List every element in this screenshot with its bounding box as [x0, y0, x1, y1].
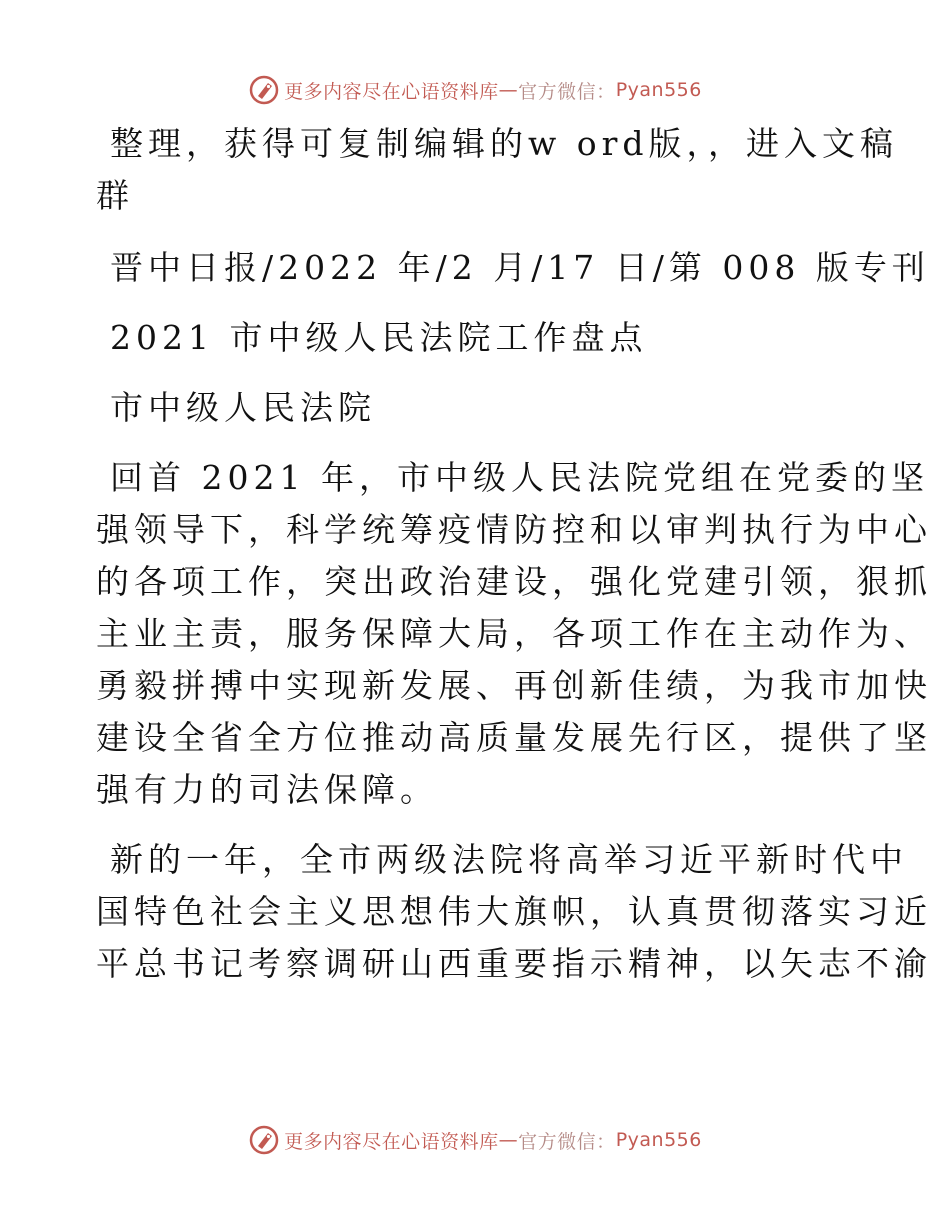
paragraph-line: 国特色社会主义思想伟大旗帜，认真贯彻落实习近	[96, 892, 932, 931]
source-line	[96, 242, 930, 294]
intro-line: 群	[96, 176, 134, 215]
intro-paragraph	[96, 118, 899, 222]
banner-wechat-id: Pyan556	[615, 1129, 702, 1151]
paragraph-line: 新的一年，全市两级法院将高举习近平新时代中	[110, 840, 908, 879]
article-author	[96, 382, 866, 434]
pen-nib-logo-icon	[248, 74, 280, 106]
pen-nib-logo-icon	[248, 1124, 280, 1156]
banner-official-text: 官方微信：	[518, 80, 616, 103]
footer-watermark-banner	[0, 1120, 950, 1160]
paragraph-line: 回首 2021 年，市中级人民法院党组在党委的坚	[110, 458, 929, 497]
paragraph-line: 强领导下，科学统筹疫情防控和以审判执行为中心	[96, 510, 932, 549]
banner-main-text: 更多内容尽在心语资料库	[284, 80, 499, 103]
body-paragraph-2	[96, 834, 932, 990]
paragraph-line: 建设全省全方位推动高质量发展先行区，提供了坚	[96, 718, 932, 757]
intro-line: 整理，获得可复制编辑的w ord版，，进入文稿	[110, 124, 899, 163]
title-text: 2021 市中级人民法院工作盘点	[110, 318, 648, 357]
banner-separator: —	[498, 79, 519, 101]
header-watermark-banner	[0, 70, 950, 110]
paragraph-line: 勇毅拼搏中实现新发展、再创新佳绩，为我市加快	[96, 666, 932, 705]
paragraph-line: 主业主责，服务保障大局，各项工作在主动作为、	[96, 614, 932, 653]
author-text: 市中级人民法院	[110, 388, 376, 427]
banner-main-text: 更多内容尽在心语资料库	[284, 1130, 499, 1153]
paragraph-line: 平总书记考察调研山西重要指示精神，以矢志不渝	[96, 944, 932, 983]
source-text: 晋中日报/2022 年/2 月/17 日/第 008 版专刊	[110, 248, 930, 287]
paragraph-line: 强有力的司法保障。	[96, 770, 438, 809]
paragraph-line: 的各项工作，突出政治建设，强化党建引领，狠抓	[96, 562, 932, 601]
banner-separator: —	[498, 1129, 519, 1151]
banner-wechat-id: Pyan556	[615, 79, 702, 101]
body-paragraph-1	[96, 452, 932, 816]
article-title	[96, 312, 866, 364]
banner-official-text: 官方微信：	[518, 1130, 616, 1153]
document-body	[96, 118, 932, 990]
